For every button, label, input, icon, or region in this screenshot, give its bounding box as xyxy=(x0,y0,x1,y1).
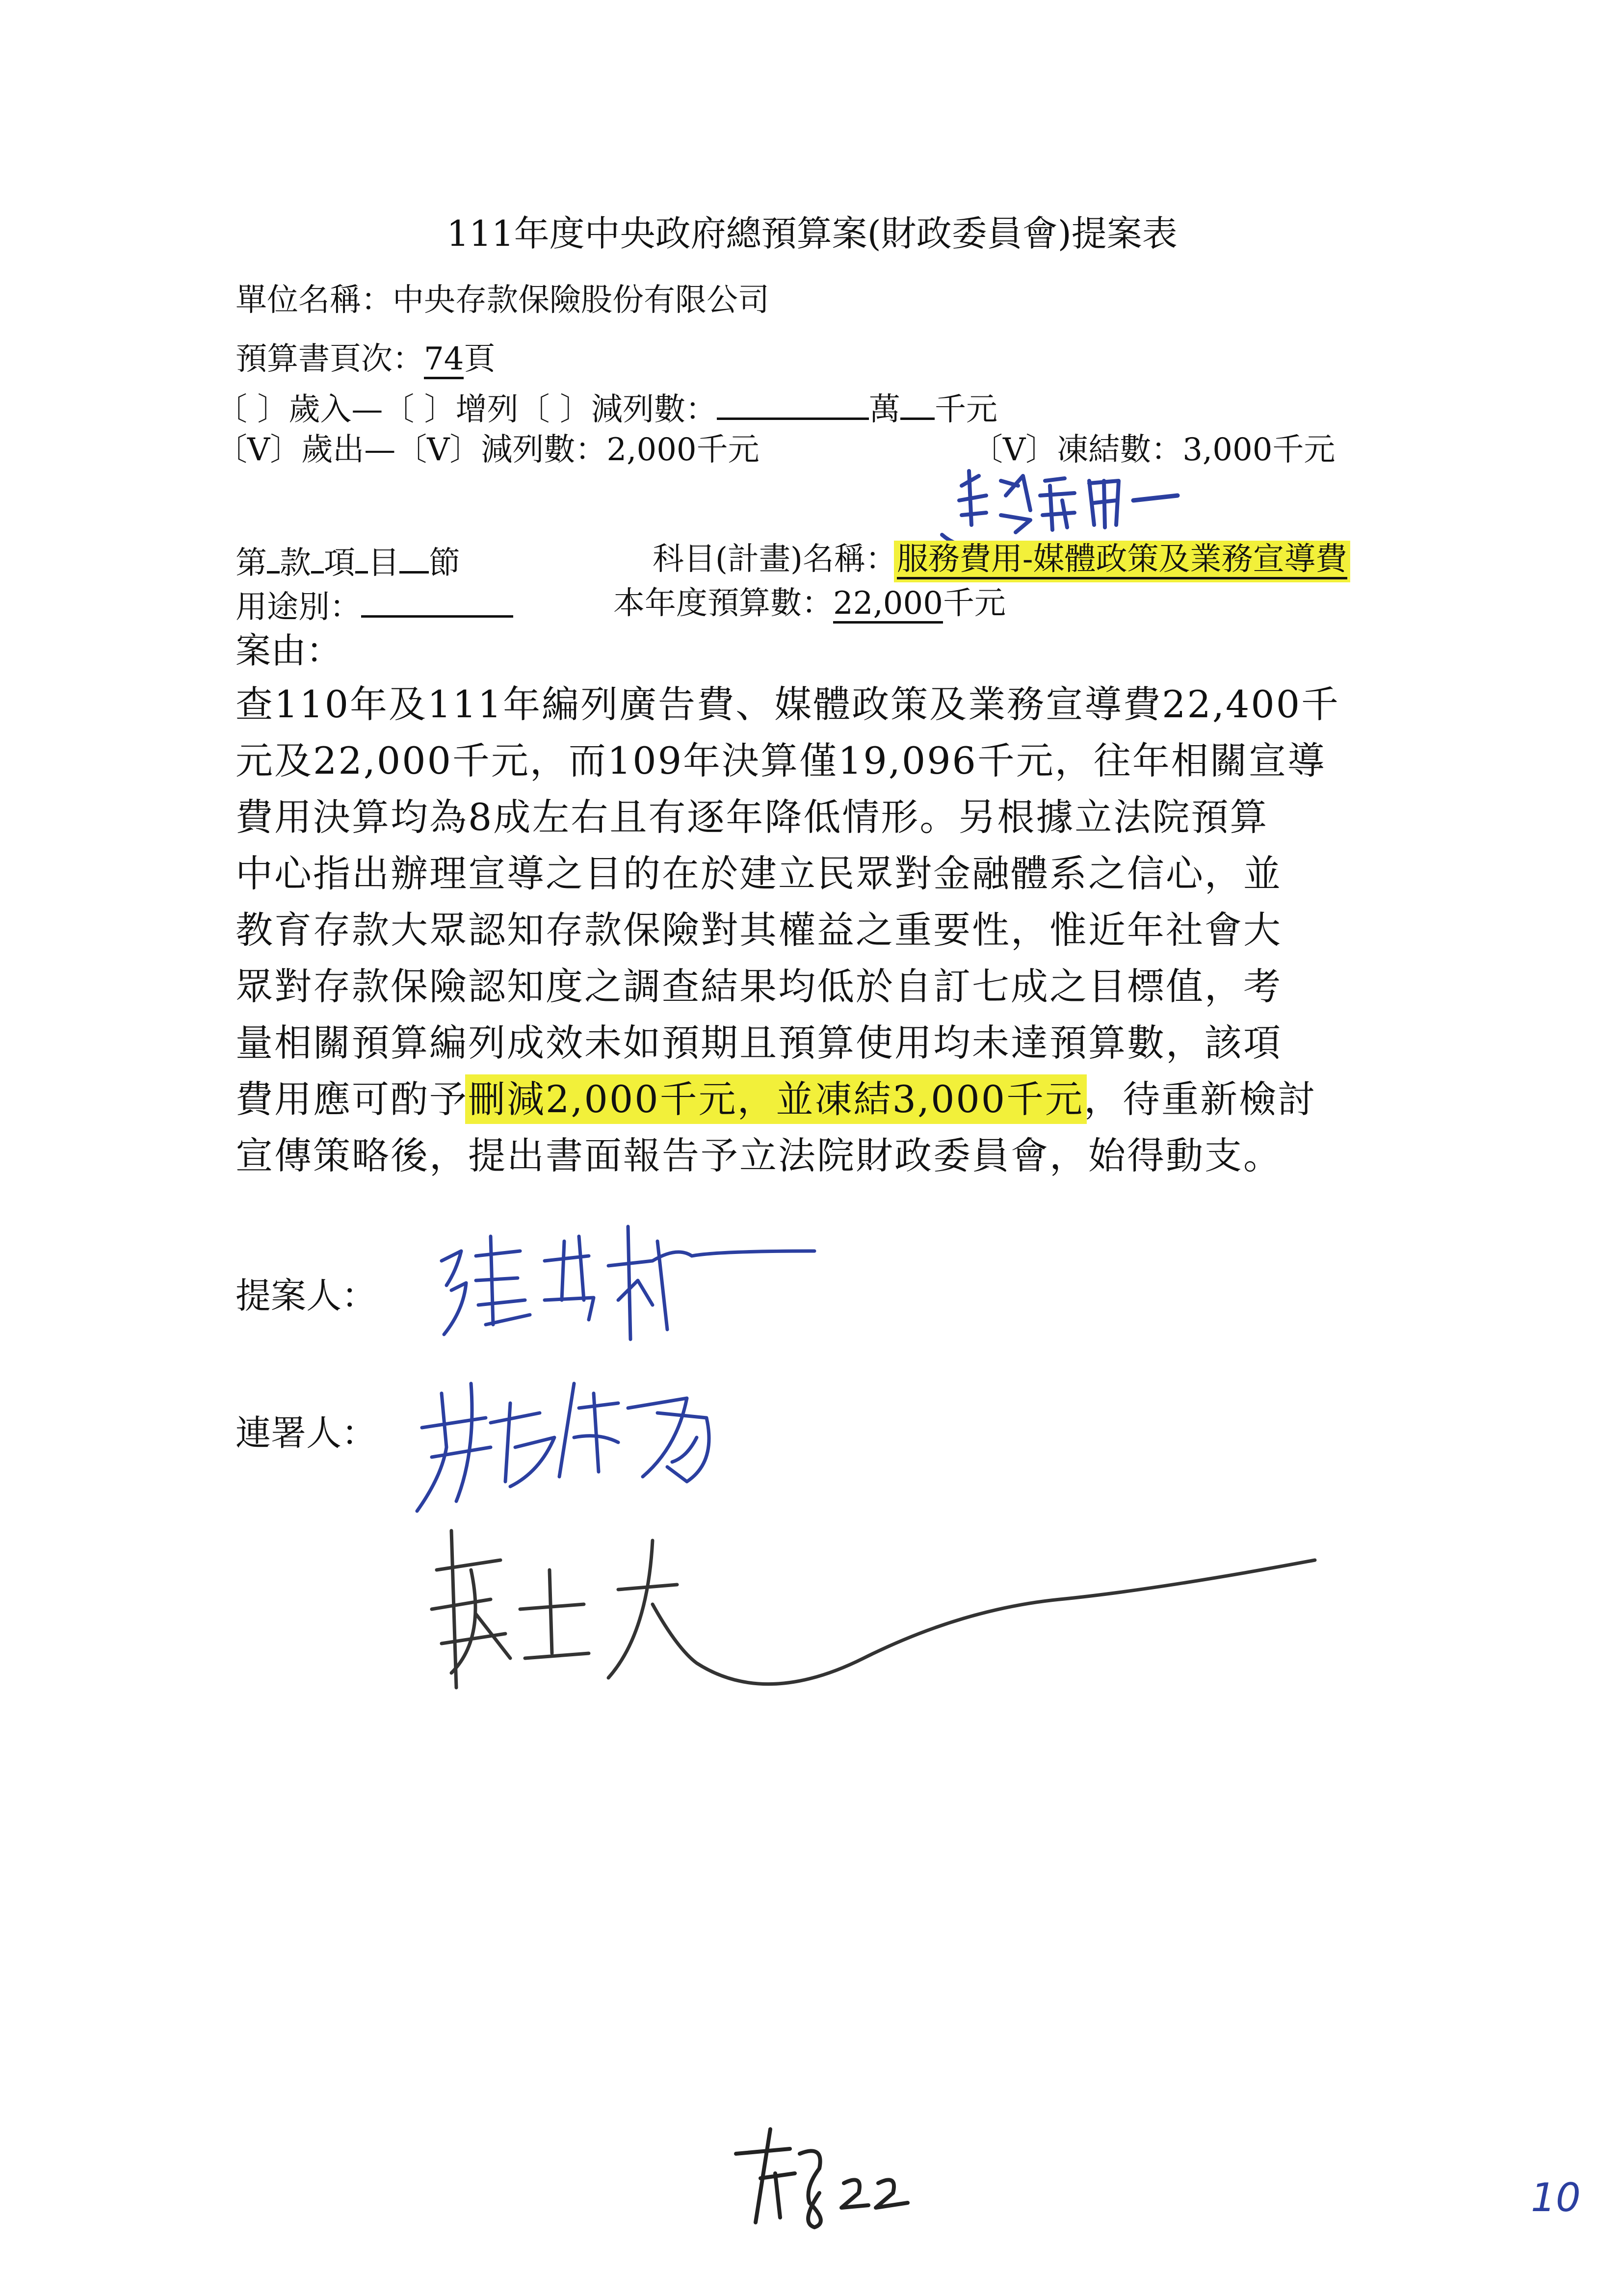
reason-line: 教育存款大眾認知存款保險對其權益之重要性，惟近年社會大 xyxy=(236,908,1282,952)
bottom-handwriting-icon xyxy=(726,2124,932,2237)
reason-line8-post: ，待重新檢討 xyxy=(1084,1077,1317,1121)
expense-freeze: 〔V〕凍結數：3,000千元 xyxy=(971,432,1336,468)
reason-line-8 xyxy=(236,1077,1317,1121)
blank-jie xyxy=(399,544,429,574)
page-number: 10 xyxy=(1531,2175,1581,2220)
reason-label: 案由： xyxy=(236,630,342,671)
blank-kuan xyxy=(267,544,280,574)
cosigner-signature-1-icon xyxy=(412,1364,765,1521)
unit-value: 中央存款保險股份有限公司 xyxy=(393,282,769,318)
page-ref-suffix: 頁 xyxy=(464,341,496,377)
subject-value: 服務費用-媒體政策及業務宣導費 xyxy=(897,544,1347,579)
proposer-label: 提案人： xyxy=(236,1275,377,1316)
expense-reduce: 〔V〕歲出—〔V〕減列數：2,000千元 xyxy=(216,432,760,468)
revenue-blank-qian xyxy=(900,390,935,420)
reason-line: 元及22,000千元，而109年決算僅19,096千元，往年相關宣導 xyxy=(236,739,1326,783)
unit-row xyxy=(236,282,769,318)
section-di: 第 xyxy=(236,545,267,581)
revenue-part3: 千元 xyxy=(935,391,998,428)
revenue-part1: 〔 〕歲入—〔 〕增列〔 〕減列數： xyxy=(216,391,717,428)
cosigner-signature-2-icon xyxy=(422,1511,1403,1717)
reason-highlight: 刪減2,000千元，並凍結3,000千元 xyxy=(468,1077,1084,1121)
page-ref-label: 預算書頁次： xyxy=(236,341,424,377)
form-title: 111年度中央政府總預算案(財政委員會)提案表 xyxy=(446,213,1178,254)
section-xiang: 項 xyxy=(324,545,355,581)
budget-unit: 千元 xyxy=(943,585,1006,622)
reason-line: 量相關預算編列成效未如預期且預算使用均未達預算數，該項 xyxy=(236,1021,1282,1065)
section-mu: 目 xyxy=(368,545,399,581)
revenue-blank-wan xyxy=(717,390,869,420)
section-jie: 節 xyxy=(429,545,460,581)
usage-row xyxy=(236,588,513,626)
usage-blank xyxy=(361,588,513,618)
proposer-signature-icon xyxy=(422,1177,824,1364)
revenue-row xyxy=(216,390,998,428)
subject-row xyxy=(653,541,1347,579)
budget-label: 本年度預算數： xyxy=(613,585,833,622)
cosigner-label: 連署人： xyxy=(236,1412,377,1454)
reason-line8-pre: 費用應可酌予 xyxy=(236,1077,468,1121)
page-ref-row xyxy=(236,343,495,379)
reason-line: 中心指出辦理宣導之目的在於建立民眾對金融體系之信心，並 xyxy=(236,852,1282,895)
section-kuan: 款 xyxy=(280,545,311,581)
blank-xiang xyxy=(311,544,324,574)
budget-row xyxy=(613,585,1006,624)
section-row xyxy=(236,544,460,579)
reason-line: 眾對存款保險認知度之調查結果均低於自訂七成之目標值，考 xyxy=(236,965,1282,1008)
unit-label: 單位名稱： xyxy=(236,282,393,318)
blank-mu xyxy=(355,544,368,574)
reason-line-9: 宣傳策略後，提出書面報告予立法院財政委員會，始得動支。 xyxy=(236,1134,1282,1177)
usage-label: 用途別： xyxy=(236,589,361,626)
subject-label: 科目(計畫)名稱： xyxy=(653,541,897,577)
revenue-part2: 萬 xyxy=(869,391,901,428)
reason-line: 查110年及111年編列廣告費、媒體政策及業務宣導費22,400千 xyxy=(236,682,1340,726)
budget-value: 22,000 xyxy=(833,588,943,624)
reason-line: 費用決算均為8成左右且有逐年降低情形。另根據立法院預算 xyxy=(236,795,1269,839)
page-ref-value: 74 xyxy=(424,343,464,379)
